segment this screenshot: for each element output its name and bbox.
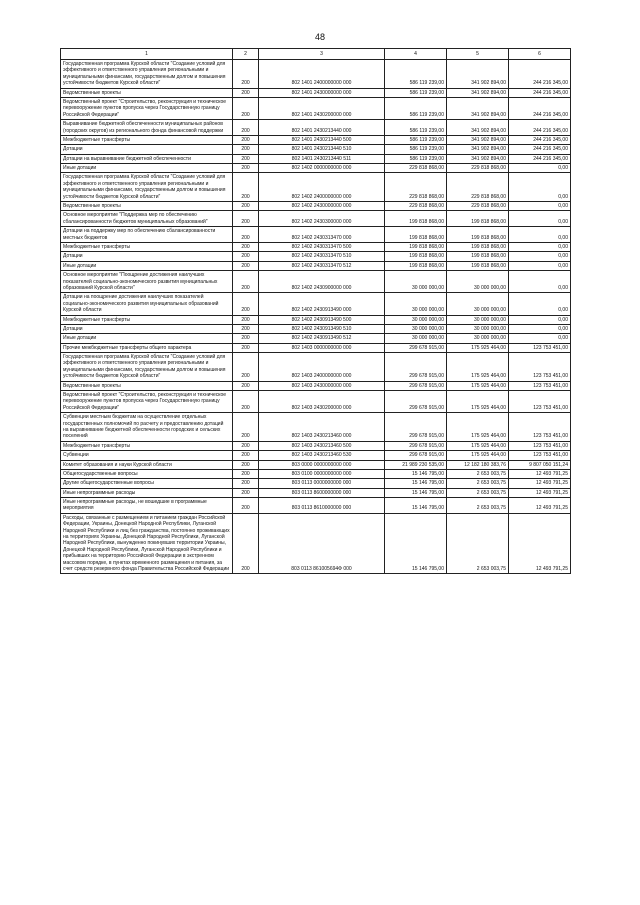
- row-budget-code: 802 1403 2430213460 000: [259, 413, 385, 442]
- table-row: [61, 271, 571, 293]
- row-amount-executed: 199 818 868,00: [447, 252, 509, 261]
- row-description: Дотации: [61, 145, 233, 154]
- row-amount-remaining: 123 753 451,00: [509, 353, 571, 382]
- row-description: Иные дотации: [61, 261, 233, 270]
- table-row: [61, 261, 571, 270]
- table-row: [61, 441, 571, 450]
- row-amount-executed: 199 818 868,00: [447, 211, 509, 227]
- table-row: [61, 451, 571, 460]
- table-row: [61, 97, 571, 119]
- row-amount-executed: 341 902 894,00: [447, 88, 509, 97]
- row-code-200: 200: [233, 227, 259, 243]
- row-code-200: 200: [233, 391, 259, 413]
- row-code-200: 200: [233, 334, 259, 343]
- row-amount-executed: 2 653 003,75: [447, 498, 509, 514]
- row-budget-code: 802 1402 2430913490 000: [259, 293, 385, 315]
- row-code-200: 200: [233, 120, 259, 136]
- row-description: Общегосударственные вопросы: [61, 469, 233, 478]
- row-code-200: 200: [233, 60, 259, 89]
- row-budget-code: 803 0100 0000000000 000: [259, 469, 385, 478]
- row-code-200: 200: [233, 498, 259, 514]
- row-description: Межбюджетные трансферты: [61, 135, 233, 144]
- row-budget-code: 802 1402 2430900000 000: [259, 271, 385, 293]
- row-amount-approved: 21 989 230 535,00: [385, 460, 447, 469]
- row-amount-remaining: 0,00: [509, 334, 571, 343]
- row-amount-executed: 341 902 894,00: [447, 97, 509, 119]
- row-amount-approved: 30 000 000,00: [385, 324, 447, 333]
- row-amount-remaining: 0,00: [509, 252, 571, 261]
- row-code-200: 200: [233, 164, 259, 173]
- table-row: [61, 334, 571, 343]
- row-amount-executed: 30 000 000,00: [447, 293, 509, 315]
- row-budget-code: 803 0113 861005694Ф 000: [259, 513, 385, 574]
- row-description: Дотации: [61, 324, 233, 333]
- table-row: [61, 413, 571, 442]
- row-amount-approved: 15 146 795,00: [385, 479, 447, 488]
- row-code-200: 200: [233, 460, 259, 469]
- row-budget-code: 802 1401 2430200000 000: [259, 97, 385, 119]
- table-row: [61, 242, 571, 251]
- row-amount-approved: 15 146 795,00: [385, 498, 447, 514]
- row-budget-code: 802 1401 2430000000 000: [259, 88, 385, 97]
- row-description: Дотации: [61, 252, 233, 261]
- row-amount-approved: 586 119 239,00: [385, 145, 447, 154]
- row-amount-executed: 175 925 464,00: [447, 343, 509, 352]
- row-amount-remaining: 0,00: [509, 271, 571, 293]
- col-header: 5: [447, 49, 509, 60]
- row-amount-remaining: 12 493 791,25: [509, 513, 571, 574]
- row-description: Иные непрограммные расходы: [61, 488, 233, 497]
- col-header: 2: [233, 49, 259, 60]
- row-budget-code: 802 1401 2400000000 000: [259, 60, 385, 89]
- table-row: [61, 173, 571, 202]
- row-description: Дотации на поддержку мер по обеспечению сбалансированности местных бюджетов: [61, 227, 233, 243]
- row-budget-code: 802 1403 2430213460 500: [259, 441, 385, 450]
- row-code-200: 200: [233, 315, 259, 324]
- row-amount-remaining: 12 493 791,25: [509, 498, 571, 514]
- row-description: Субвенции местным бюджетам на осуществление отдельных государственных полномочий по расчету и предоставлению дотаций на выравнивание бюджетной обеспеченности городских и сельских поселений: [61, 413, 233, 442]
- row-description: Субвенции: [61, 451, 233, 460]
- row-budget-code: 802 1401 2430213440 511: [259, 154, 385, 163]
- row-amount-approved: 299 678 915,00: [385, 381, 447, 390]
- row-amount-approved: 199 818 868,00: [385, 211, 447, 227]
- row-amount-executed: 30 000 000,00: [447, 334, 509, 343]
- row-amount-approved: 586 119 239,00: [385, 88, 447, 97]
- row-amount-approved: 586 119 239,00: [385, 60, 447, 89]
- row-amount-remaining: 0,00: [509, 211, 571, 227]
- row-amount-approved: 229 818 868,00: [385, 164, 447, 173]
- row-amount-remaining: 244 216 345,00: [509, 154, 571, 163]
- row-code-200: 200: [233, 413, 259, 442]
- row-code-200: 200: [233, 513, 259, 574]
- row-amount-executed: 199 818 868,00: [447, 261, 509, 270]
- table-row: [61, 164, 571, 173]
- row-code-200: 200: [233, 252, 259, 261]
- table-row: [61, 469, 571, 478]
- table-row: [61, 460, 571, 469]
- row-amount-executed: 175 925 464,00: [447, 353, 509, 382]
- table-row: [61, 293, 571, 315]
- row-amount-approved: 30 000 000,00: [385, 271, 447, 293]
- row-amount-executed: 175 925 464,00: [447, 441, 509, 450]
- row-code-200: 200: [233, 293, 259, 315]
- page-number: 48: [314, 32, 325, 42]
- table-row: [61, 479, 571, 488]
- row-code-200: 200: [233, 381, 259, 390]
- row-amount-executed: 229 818 868,00: [447, 164, 509, 173]
- row-budget-code: 802 1403 0000000000 000: [259, 343, 385, 352]
- row-amount-remaining: 244 216 345,00: [509, 97, 571, 119]
- row-budget-code: 802 1403 2430213460 530: [259, 451, 385, 460]
- row-description: Основное мероприятие "Поддержка мер по обеспечению сбалансированности бюджетов муниципальных образований": [61, 211, 233, 227]
- row-amount-approved: 15 146 795,00: [385, 513, 447, 574]
- row-description: Основное мероприятие "Поощрение достижения наилучших показателей социально-экономического развития муниципальных образований Курской области": [61, 271, 233, 293]
- col-header: 4: [385, 49, 447, 60]
- row-budget-code: 802 1403 2430200000 000: [259, 391, 385, 413]
- row-amount-executed: 341 902 894,00: [447, 60, 509, 89]
- row-amount-remaining: 123 753 451,00: [509, 413, 571, 442]
- row-amount-remaining: 0,00: [509, 164, 571, 173]
- row-budget-code: 802 1401 2430213440 000: [259, 120, 385, 136]
- table-row: [61, 353, 571, 382]
- table-row: [61, 381, 571, 390]
- row-amount-remaining: 0,00: [509, 227, 571, 243]
- row-budget-code: 803 0113 8610000000 000: [259, 498, 385, 514]
- row-description: Межбюджетные трансферты: [61, 441, 233, 450]
- row-amount-remaining: 12 493 791,25: [509, 469, 571, 478]
- row-description: Дотации на выравнивание бюджетной обеспеченности: [61, 154, 233, 163]
- row-budget-code: 802 1403 2430000000 000: [259, 381, 385, 390]
- row-description: Ведомственный проект "Строительство, реконструкция и техническое перевооружение пунктов пропуска через Государственную границу Российской Федерации": [61, 97, 233, 119]
- row-amount-remaining: 12 493 791,25: [509, 479, 571, 488]
- row-amount-executed: 175 925 464,00: [447, 451, 509, 460]
- table-row: [61, 145, 571, 154]
- row-amount-approved: 586 119 239,00: [385, 120, 447, 136]
- row-description: Иные дотации: [61, 164, 233, 173]
- row-description: Иные непрограммные расходы, не вошедшие в программные мероприятия: [61, 498, 233, 514]
- row-description: Межбюджетные трансферты: [61, 242, 233, 251]
- col-header: 6: [509, 49, 571, 60]
- row-amount-remaining: 123 753 451,00: [509, 343, 571, 352]
- row-amount-approved: 586 119 239,00: [385, 154, 447, 163]
- row-code-200: 200: [233, 469, 259, 478]
- row-amount-remaining: 123 753 451,00: [509, 381, 571, 390]
- row-code-200: 200: [233, 145, 259, 154]
- row-amount-approved: 15 146 795,00: [385, 488, 447, 497]
- row-budget-code: 802 1402 2430313470 500: [259, 242, 385, 251]
- row-code-200: 200: [233, 451, 259, 460]
- row-amount-remaining: 123 753 451,00: [509, 441, 571, 450]
- row-amount-remaining: 123 753 451,00: [509, 451, 571, 460]
- row-amount-approved: 199 818 868,00: [385, 261, 447, 270]
- table-row: [61, 60, 571, 89]
- row-amount-remaining: 0,00: [509, 324, 571, 333]
- table-row: [61, 315, 571, 324]
- row-description: Выравнивание бюджетной обеспеченности муниципальных районов (городских округов) из регионального фонда финансовой поддержки: [61, 120, 233, 136]
- row-budget-code: 802 1402 2430313470 512: [259, 261, 385, 270]
- row-budget-code: 803 0113 8600000000 000: [259, 488, 385, 497]
- row-budget-code: 802 1402 0000000000 000: [259, 164, 385, 173]
- row-budget-code: 802 1403 2400000000 000: [259, 353, 385, 382]
- row-amount-approved: 15 146 795,00: [385, 469, 447, 478]
- budget-table: [60, 48, 571, 574]
- row-budget-code: 802 1402 2430913490 512: [259, 334, 385, 343]
- row-amount-remaining: 123 753 451,00: [509, 391, 571, 413]
- col-header: 1: [61, 49, 233, 60]
- row-amount-approved: 30 000 000,00: [385, 315, 447, 324]
- row-amount-approved: 229 818 868,00: [385, 202, 447, 211]
- row-description: Ведомственные проекты: [61, 381, 233, 390]
- row-budget-code: 802 1401 2430213440 510: [259, 145, 385, 154]
- table-row: [61, 135, 571, 144]
- row-code-200: 200: [233, 271, 259, 293]
- row-description: Государственная программа Курской области "Создание условий для эффективного и ответственного управления региональными и муниципальными финансами, государственным долгом и повышения устойчивости бюджетов Курской области": [61, 353, 233, 382]
- row-amount-executed: 341 902 894,00: [447, 135, 509, 144]
- table-row: [61, 120, 571, 136]
- row-amount-executed: 199 818 868,00: [447, 242, 509, 251]
- row-budget-code: 803 0113 0000000000 000: [259, 479, 385, 488]
- row-amount-executed: 2 653 003,75: [447, 469, 509, 478]
- row-budget-code: 802 1402 2430300000 000: [259, 211, 385, 227]
- row-amount-approved: 199 818 868,00: [385, 227, 447, 243]
- row-amount-approved: 30 000 000,00: [385, 293, 447, 315]
- row-description: Ведомственные проекты: [61, 202, 233, 211]
- row-description: Иные дотации: [61, 334, 233, 343]
- row-amount-remaining: 0,00: [509, 173, 571, 202]
- row-amount-approved: 586 119 239,00: [385, 135, 447, 144]
- row-amount-remaining: 0,00: [509, 202, 571, 211]
- row-code-200: 200: [233, 479, 259, 488]
- row-description: Дотации на поощрение достижения наилучших показателей социально-экономического развития муниципальных образований Курской области: [61, 293, 233, 315]
- row-code-200: 200: [233, 324, 259, 333]
- row-description: Другие общегосударственные вопросы: [61, 479, 233, 488]
- row-amount-remaining: 244 216 345,00: [509, 60, 571, 89]
- table-row: [61, 391, 571, 413]
- row-code-200: 200: [233, 173, 259, 202]
- row-amount-executed: 199 818 868,00: [447, 227, 509, 243]
- row-amount-executed: 2 653 003,75: [447, 513, 509, 574]
- row-amount-approved: 299 678 915,00: [385, 413, 447, 442]
- row-description: Межбюджетные трансферты: [61, 315, 233, 324]
- row-amount-remaining: 244 216 345,00: [509, 145, 571, 154]
- col-header: 3: [259, 49, 385, 60]
- row-amount-executed: 341 902 894,00: [447, 154, 509, 163]
- row-amount-approved: 229 818 868,00: [385, 173, 447, 202]
- row-amount-approved: 299 678 915,00: [385, 391, 447, 413]
- row-code-200: 200: [233, 154, 259, 163]
- row-budget-code: 803 0000 0000000000 000: [259, 460, 385, 469]
- row-amount-approved: 30 000 000,00: [385, 334, 447, 343]
- row-amount-executed: 30 000 000,00: [447, 315, 509, 324]
- table-row: [61, 88, 571, 97]
- row-code-200: 200: [233, 488, 259, 497]
- row-amount-remaining: 12 493 791,25: [509, 488, 571, 497]
- row-description: Ведомственный проект "Строительство, реконструкция и техническое перевооружение пунктов пропуска через Государственную границу Российской Федерации": [61, 391, 233, 413]
- row-amount-executed: 175 925 464,00: [447, 413, 509, 442]
- table-row: [61, 202, 571, 211]
- row-amount-executed: 341 902 894,00: [447, 120, 509, 136]
- row-amount-remaining: 9 807 050 151,24: [509, 460, 571, 469]
- row-code-200: 200: [233, 242, 259, 251]
- row-code-200: 200: [233, 97, 259, 119]
- row-amount-executed: 12 182 180 383,76: [447, 460, 509, 469]
- row-description: Государственная программа Курской области "Создание условий для эффективного и ответственного управления региональными и муниципальными финансами, государственным долгом и повышения устойчивости бюджетов Курской области": [61, 173, 233, 202]
- row-amount-remaining: 0,00: [509, 293, 571, 315]
- table-row: [61, 513, 571, 574]
- table-row: [61, 488, 571, 497]
- row-amount-remaining: 0,00: [509, 315, 571, 324]
- row-code-200: 200: [233, 343, 259, 352]
- table-row: [61, 252, 571, 261]
- table-row: [61, 154, 571, 163]
- row-budget-code: 802 1402 2430000000 000: [259, 202, 385, 211]
- row-code-200: 200: [233, 202, 259, 211]
- row-code-200: 200: [233, 261, 259, 270]
- row-amount-executed: 229 818 868,00: [447, 173, 509, 202]
- row-budget-code: 802 1402 2430913490 510: [259, 324, 385, 333]
- row-budget-code: 802 1402 2430313470 510: [259, 252, 385, 261]
- row-code-200: 200: [233, 441, 259, 450]
- row-amount-executed: 2 653 003,75: [447, 488, 509, 497]
- row-amount-executed: 30 000 000,00: [447, 324, 509, 333]
- row-amount-executed: 175 925 464,00: [447, 391, 509, 413]
- table-row: [61, 343, 571, 352]
- table-row: [61, 211, 571, 227]
- table-row: [61, 498, 571, 514]
- row-code-200: 200: [233, 88, 259, 97]
- row-code-200: 200: [233, 135, 259, 144]
- row-amount-approved: 299 678 915,00: [385, 451, 447, 460]
- row-amount-approved: 199 818 868,00: [385, 252, 447, 261]
- row-amount-remaining: 244 216 345,00: [509, 88, 571, 97]
- row-budget-code: 802 1402 2430913490 500: [259, 315, 385, 324]
- row-code-200: 200: [233, 353, 259, 382]
- row-amount-remaining: 0,00: [509, 242, 571, 251]
- row-amount-executed: 341 902 894,00: [447, 145, 509, 154]
- row-amount-approved: 299 678 915,00: [385, 441, 447, 450]
- row-amount-executed: 30 000 000,00: [447, 271, 509, 293]
- row-description: Комитет образования и науки Курской области: [61, 460, 233, 469]
- table-row: [61, 227, 571, 243]
- row-amount-approved: 299 678 915,00: [385, 353, 447, 382]
- row-budget-code: 802 1402 2400000000 000: [259, 173, 385, 202]
- row-description: Прочие межбюджетные трансферты общего характера: [61, 343, 233, 352]
- row-amount-remaining: 0,00: [509, 261, 571, 270]
- row-amount-executed: 2 653 003,75: [447, 479, 509, 488]
- row-budget-code: 802 1401 2430213440 500: [259, 135, 385, 144]
- row-budget-code: 802 1402 2430313470 000: [259, 227, 385, 243]
- row-description: Расходы, связанные с размещением и питанием граждан Российской Федерации, Украины, Донецкой Народной Республики, Луганской Народной Республики и лиц без гражданства, постоянно проживающих на территориях Украины, Донецкой Народной Республики, Луганской Народной Республики, вынужденно покинувших территории Украины, Донецкой Народной Республики, Луганской Народной Республики и прибывших на территорию Российской Федерации в экстренном массовом порядке, в пунктах временного размещения и питания, за счет средств резервного фонда Правительства Российской Федерации: [61, 513, 233, 574]
- row-amount-executed: 229 818 868,00: [447, 202, 509, 211]
- row-amount-remaining: 244 216 345,00: [509, 135, 571, 144]
- row-amount-remaining: 244 216 345,00: [509, 120, 571, 136]
- row-code-200: 200: [233, 211, 259, 227]
- row-description: Государственная программа Курской области "Создание условий для эффективного и ответственного управления региональными и муниципальными финансами, государственным долгом и повышения устойчивости бюджетов Курской области": [61, 60, 233, 89]
- row-amount-executed: 175 925 464,00: [447, 381, 509, 390]
- row-amount-approved: 199 818 868,00: [385, 242, 447, 251]
- row-amount-approved: 299 678 915,00: [385, 343, 447, 352]
- table-row: [61, 324, 571, 333]
- row-amount-approved: 586 119 239,00: [385, 97, 447, 119]
- row-description: Ведомственные проекты: [61, 88, 233, 97]
- header-row: [61, 49, 571, 60]
